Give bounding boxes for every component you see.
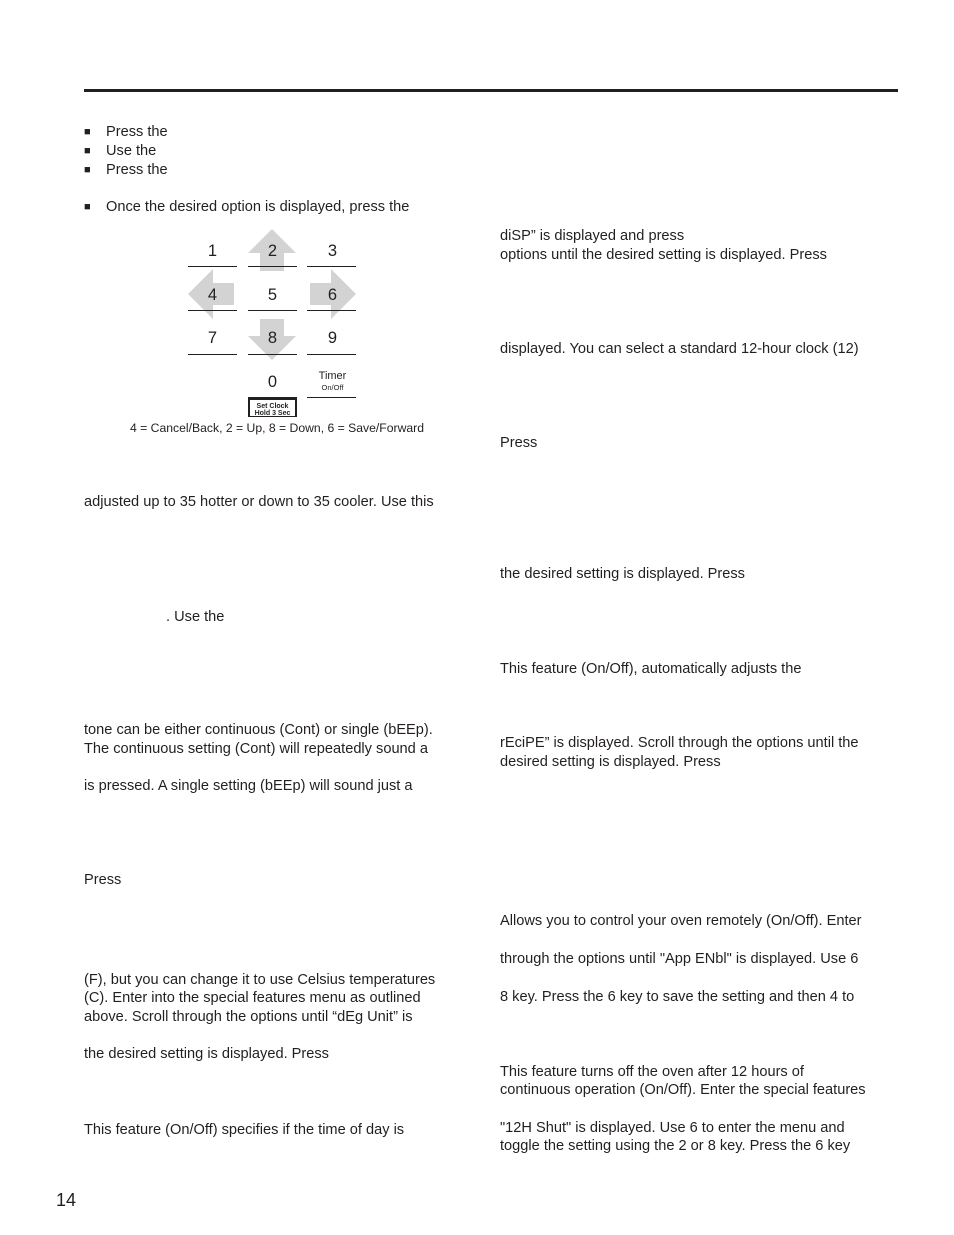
key-1: 1 xyxy=(207,242,218,260)
right-text-line: options until the desired setting is displayed. Press xyxy=(500,247,827,263)
right-text-line: "12H Shut" is displayed. Use 6 to enter the menu and xyxy=(500,1120,845,1136)
left-text-line: is pressed. A single setting (bEEp) will sound just a xyxy=(84,778,413,794)
right-text-line: Press xyxy=(500,435,538,451)
timer-key-sublabel: On/Off xyxy=(321,383,344,392)
key-6: 6 xyxy=(327,286,338,304)
left-text-line: above. Scroll through the options until “dEg Unit” is xyxy=(84,1009,413,1025)
right-text-line: This feature turns off the oven after 12 hours of xyxy=(500,1064,804,1080)
left-text-line: Press xyxy=(84,872,122,888)
right-text-line: This feature (On/Off), automatically adjusts the xyxy=(500,661,802,677)
left-text-line: the desired setting is displayed. Press xyxy=(84,1046,329,1062)
left-text-line: (C). Enter into the special features menu as outlined xyxy=(84,990,421,1006)
left-text-line: adjusted up to 35 hotter or down to 35 cooler. Use this xyxy=(84,494,434,510)
right-text-line: toggle the setting using the 2 or 8 key. Press the 6 key xyxy=(500,1138,851,1154)
left-text-line: This feature (On/Off) specifies if the time of day is xyxy=(84,1122,405,1138)
keypad-caption: 4 = Cancel/Back, 2 = Up, 8 = Down, 6 = Save/Forward xyxy=(130,421,425,435)
key-5: 5 xyxy=(267,286,278,304)
right-text-line: through the options until "App ENbl" is displayed. Use 6 xyxy=(500,951,859,967)
key-2: 2 xyxy=(267,242,278,260)
right-text-line: the desired setting is displayed. Press xyxy=(500,566,745,582)
right-text-line: continuous operation (On/Off). Enter the special features xyxy=(500,1082,866,1098)
key-0: 0 xyxy=(267,373,278,391)
bullet-text: Use the xyxy=(106,143,157,159)
set-clock-sublabel: Hold 3 Sec xyxy=(254,410,291,417)
right-text-line: rEciPE” is displayed. Scroll through the options until the xyxy=(500,735,859,751)
bullet-text: Press the xyxy=(106,124,168,140)
right-text-line: diSP” is displayed and press xyxy=(500,228,685,244)
left-text-line: The continuous setting (Cont) will repeatedly sound a xyxy=(84,741,428,757)
right-text-line: Allows you to control your oven remotely (On/Off). Enter xyxy=(500,913,862,929)
key-4: 4 xyxy=(207,286,218,304)
right-text-line: 8 key. Press the 6 key to save the setting and then 4 to xyxy=(500,989,855,1005)
bullet-mark: ■ xyxy=(84,145,91,157)
bullet-mark: ■ xyxy=(84,201,91,213)
bullet-text: Press the xyxy=(106,162,168,178)
left-text-line: . Use the xyxy=(166,609,225,625)
left-text-line: (F), but you can change it to use Celsius temperatures xyxy=(84,972,436,988)
left-text-line: tone can be either continuous (Cont) or single (bEEp). xyxy=(84,722,433,738)
key-3: 3 xyxy=(327,242,338,260)
bullet-mark: ■ xyxy=(84,126,91,138)
key-7: 7 xyxy=(207,329,218,347)
page-number: 14 xyxy=(56,1190,77,1210)
key-8: 8 xyxy=(267,329,278,347)
header-rule xyxy=(84,89,898,92)
keypad-diagram xyxy=(186,228,358,420)
set-clock-label: Set Clock xyxy=(256,403,289,410)
right-text-line: desired setting is displayed. Press xyxy=(500,754,721,770)
bullet-text: Once the desired option is displayed, press the xyxy=(106,199,410,215)
bullet-mark: ■ xyxy=(84,164,91,176)
right-text-line: displayed. You can select a standard 12-hour clock (12) xyxy=(500,341,859,357)
timer-key-label: Timer xyxy=(318,370,347,382)
key-9: 9 xyxy=(327,329,338,347)
